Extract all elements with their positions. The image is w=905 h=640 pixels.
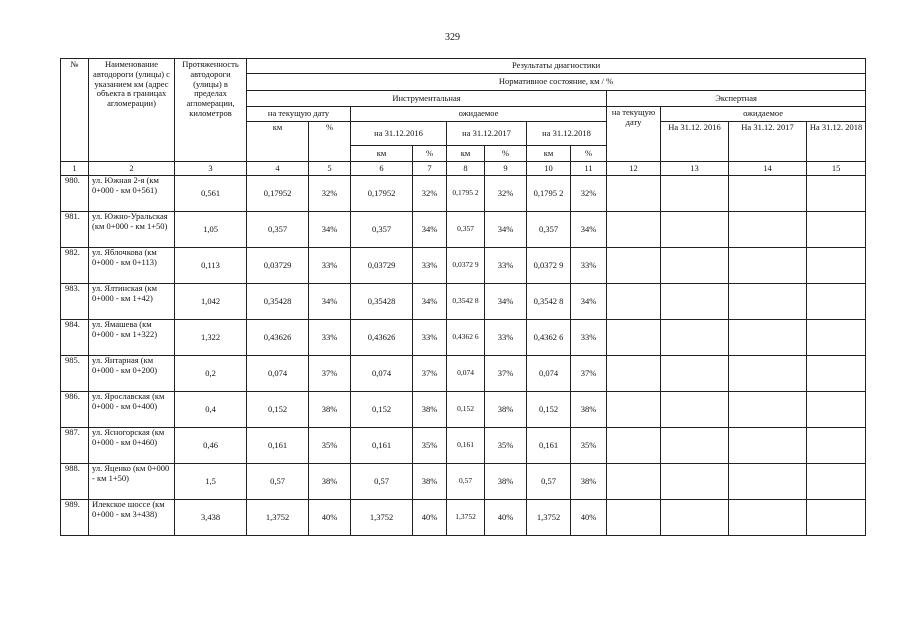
- expert-cell: [807, 248, 866, 284]
- km-2017: 0,1795 2: [447, 176, 485, 212]
- col-number: 8: [447, 162, 485, 176]
- expert-cell: [729, 500, 807, 536]
- pct-2016: 33%: [413, 248, 447, 284]
- km-current: 0,57: [247, 464, 309, 500]
- header-expected: ожидаемое: [351, 107, 607, 122]
- header-normative: Нормативное состояние, км / %: [247, 74, 866, 91]
- road-length: 1,05: [175, 212, 247, 248]
- header-e2016: На 31.12. 2016: [661, 122, 729, 162]
- column-number-row: [61, 162, 866, 176]
- row-number: 982.: [61, 248, 89, 284]
- expert-cell: [661, 500, 729, 536]
- header-pct-2017: %: [485, 146, 527, 162]
- row-number: 987.: [61, 428, 89, 464]
- pct-current: 37%: [309, 356, 351, 392]
- road-length: 0,4: [175, 392, 247, 428]
- km-2018: 0,152: [527, 392, 571, 428]
- road-name: ул. Ямашева (км 0+000 - км 1+322): [89, 320, 175, 356]
- col-number: 11: [571, 162, 607, 176]
- header-results: Результаты диагностики: [247, 59, 866, 74]
- pct-2017: 34%: [485, 212, 527, 248]
- expert-cell: [661, 392, 729, 428]
- expert-cell: [661, 248, 729, 284]
- col-number: 4: [247, 162, 309, 176]
- km-2017: 1,3752: [447, 500, 485, 536]
- pct-current: 33%: [309, 248, 351, 284]
- km-2016: 0,35428: [351, 284, 413, 320]
- pct-2016: 34%: [413, 284, 447, 320]
- table-row: [61, 500, 866, 536]
- expert-cell: [607, 212, 661, 248]
- expert-cell: [729, 392, 807, 428]
- pct-2016: 34%: [413, 212, 447, 248]
- row-number: 983.: [61, 284, 89, 320]
- expert-cell: [807, 392, 866, 428]
- km-2018: 1,3752: [527, 500, 571, 536]
- km-2017: 0,074: [447, 356, 485, 392]
- table-row: [61, 356, 866, 392]
- col-number: 7: [413, 162, 447, 176]
- km-2018: 0,074: [527, 356, 571, 392]
- table-row: [61, 284, 866, 320]
- table-body: [61, 176, 866, 536]
- road-length: 0,113: [175, 248, 247, 284]
- col-number: 3: [175, 162, 247, 176]
- km-current: 0,17952: [247, 176, 309, 212]
- pct-2018: 34%: [571, 212, 607, 248]
- header-km-2017: км: [447, 146, 485, 162]
- pct-2016: 33%: [413, 320, 447, 356]
- road-name: ул. Южно-Уральская (км 0+000 - км 1+50): [89, 212, 175, 248]
- col-number: 15: [807, 162, 866, 176]
- pct-2016: 32%: [413, 176, 447, 212]
- km-current: 0,35428: [247, 284, 309, 320]
- km-2017: 0,161: [447, 428, 485, 464]
- pct-2016: 37%: [413, 356, 447, 392]
- km-2016: 0,43626: [351, 320, 413, 356]
- road-length: 0,2: [175, 356, 247, 392]
- row-number: 981.: [61, 212, 89, 248]
- expert-cell: [807, 356, 866, 392]
- header-num: №: [61, 59, 89, 162]
- expert-cell: [661, 320, 729, 356]
- km-2018: 0,0372 9: [527, 248, 571, 284]
- pct-2018: 33%: [571, 248, 607, 284]
- row-number: 980.: [61, 176, 89, 212]
- pct-2018: 34%: [571, 284, 607, 320]
- pct-current: 32%: [309, 176, 351, 212]
- col-number: 12: [607, 162, 661, 176]
- pct-2017: 34%: [485, 284, 527, 320]
- expert-cell: [661, 284, 729, 320]
- road-name: Илекское шоссе (км 0+000 - км 3+438): [89, 500, 175, 536]
- road-length: 1,5: [175, 464, 247, 500]
- road-length: 0,46: [175, 428, 247, 464]
- km-current: 0,161: [247, 428, 309, 464]
- expert-cell: [729, 320, 807, 356]
- expert-cell: [661, 356, 729, 392]
- pct-current: 34%: [309, 212, 351, 248]
- expert-cell: [807, 464, 866, 500]
- col-number: 13: [661, 162, 729, 176]
- table-row: [61, 428, 866, 464]
- road-name: ул. Яблочкова (км 0+000 - км 0+113): [89, 248, 175, 284]
- road-name: ул. Ясногорская (км 0+000 - км 0+460): [89, 428, 175, 464]
- road-name: ул. Яценко (км 0+000 - км 1+50): [89, 464, 175, 500]
- pct-2017: 33%: [485, 248, 527, 284]
- header-name: Наименование автодороги (улицы) с указанием км (адрес объекта в границах агломерации): [89, 59, 175, 162]
- pct-2016: 38%: [413, 464, 447, 500]
- km-2018: 0,1795 2: [527, 176, 571, 212]
- km-2017: 0,4362 6: [447, 320, 485, 356]
- header-expert-current: на текущую дату: [607, 107, 661, 162]
- expert-cell: [607, 284, 661, 320]
- road-name: ул. Ялтинская (км 0+000 - км 1+42): [89, 284, 175, 320]
- expert-cell: [607, 248, 661, 284]
- km-2017: 0,357: [447, 212, 485, 248]
- row-number: 984.: [61, 320, 89, 356]
- expert-cell: [607, 392, 661, 428]
- diagnostics-table: [60, 58, 866, 536]
- km-2018: 0,161: [527, 428, 571, 464]
- header-e2018: На 31.12. 2018: [807, 122, 866, 162]
- row-number: 988.: [61, 464, 89, 500]
- pct-2018: 38%: [571, 464, 607, 500]
- pct-2018: 33%: [571, 320, 607, 356]
- header-km-2016: км: [351, 146, 413, 162]
- expert-cell: [607, 356, 661, 392]
- pct-2017: 33%: [485, 320, 527, 356]
- km-2016: 0,152: [351, 392, 413, 428]
- table-row: [61, 464, 866, 500]
- table-row: [61, 212, 866, 248]
- km-2017: 0,0372 9: [447, 248, 485, 284]
- pct-2018: 32%: [571, 176, 607, 212]
- expert-cell: [607, 428, 661, 464]
- km-2017: 0,3542 8: [447, 284, 485, 320]
- expert-cell: [807, 212, 866, 248]
- header-km-cur: км: [247, 122, 309, 162]
- table-row: [61, 176, 866, 212]
- pct-current: 40%: [309, 500, 351, 536]
- road-name: ул. Южная 2-я (км 0+000 - км 0+561): [89, 176, 175, 212]
- pct-2016: 40%: [413, 500, 447, 536]
- header-current-date: на текущую дату: [247, 107, 351, 122]
- km-current: 0,43626: [247, 320, 309, 356]
- pct-current: 35%: [309, 428, 351, 464]
- pct-current: 33%: [309, 320, 351, 356]
- km-2016: 0,17952: [351, 176, 413, 212]
- expert-cell: [807, 284, 866, 320]
- expert-cell: [661, 212, 729, 248]
- km-2016: 0,357: [351, 212, 413, 248]
- table-row: [61, 248, 866, 284]
- col-number: 6: [351, 162, 413, 176]
- pct-2016: 35%: [413, 428, 447, 464]
- row-number: 989.: [61, 500, 89, 536]
- km-2018: 0,3542 8: [527, 284, 571, 320]
- km-2016: 0,074: [351, 356, 413, 392]
- expert-cell: [729, 248, 807, 284]
- pct-current: 38%: [309, 392, 351, 428]
- pct-2017: 38%: [485, 464, 527, 500]
- pct-2017: 32%: [485, 176, 527, 212]
- km-2016: 0,161: [351, 428, 413, 464]
- table-row: [61, 392, 866, 428]
- row-number: 986.: [61, 392, 89, 428]
- road-name: ул. Ярославская (км 0+000 - км 0+400): [89, 392, 175, 428]
- pct-2017: 37%: [485, 356, 527, 392]
- road-length: 0,561: [175, 176, 247, 212]
- expert-cell: [729, 284, 807, 320]
- col-number: 1: [61, 162, 89, 176]
- pct-current: 38%: [309, 464, 351, 500]
- expert-cell: [729, 464, 807, 500]
- km-current: 1,3752: [247, 500, 309, 536]
- expert-cell: [729, 176, 807, 212]
- km-current: 0,152: [247, 392, 309, 428]
- pct-2018: 40%: [571, 500, 607, 536]
- expert-cell: [661, 176, 729, 212]
- col-number: 14: [729, 162, 807, 176]
- expert-cell: [661, 464, 729, 500]
- header-2018: на 31.12.2018: [527, 122, 607, 146]
- row-number: 985.: [61, 356, 89, 392]
- expert-cell: [729, 356, 807, 392]
- header-instrumental: Инструментальная: [247, 91, 607, 107]
- header-2016: на 31.12.2016: [351, 122, 447, 146]
- km-2018: 0,357: [527, 212, 571, 248]
- road-length: 1,322: [175, 320, 247, 356]
- km-current: 0,03729: [247, 248, 309, 284]
- km-2017: 0,152: [447, 392, 485, 428]
- header-expert: Экспертная: [607, 91, 866, 107]
- expert-cell: [729, 212, 807, 248]
- header-2017: на 31.12.2017: [447, 122, 527, 146]
- pct-current: 34%: [309, 284, 351, 320]
- pct-2016: 38%: [413, 392, 447, 428]
- header-km-2018: км: [527, 146, 571, 162]
- expert-cell: [661, 428, 729, 464]
- header-expert-expected: ожидаемое: [661, 107, 866, 122]
- col-number: 10: [527, 162, 571, 176]
- expert-cell: [607, 320, 661, 356]
- header-pct-2016: %: [413, 146, 447, 162]
- col-number: 5: [309, 162, 351, 176]
- km-2018: 0,4362 6: [527, 320, 571, 356]
- km-current: 0,074: [247, 356, 309, 392]
- km-2016: 0,03729: [351, 248, 413, 284]
- km-2018: 0,57: [527, 464, 571, 500]
- km-current: 0,357: [247, 212, 309, 248]
- expert-cell: [807, 500, 866, 536]
- expert-cell: [807, 176, 866, 212]
- road-name: ул. Янтарная (км 0+000 - км 0+200): [89, 356, 175, 392]
- header-pct-2018: %: [571, 146, 607, 162]
- header-length: Протяженность автодороги (улицы) в пределах агломерации, километров: [175, 59, 247, 162]
- col-number: 2: [89, 162, 175, 176]
- road-length: 3,438: [175, 500, 247, 536]
- table-row: [61, 320, 866, 356]
- pct-2018: 35%: [571, 428, 607, 464]
- road-length: 1,042: [175, 284, 247, 320]
- expert-cell: [729, 428, 807, 464]
- pct-2017: 38%: [485, 392, 527, 428]
- expert-cell: [807, 428, 866, 464]
- pct-2017: 40%: [485, 500, 527, 536]
- expert-cell: [807, 320, 866, 356]
- col-number: 9: [485, 162, 527, 176]
- pct-2018: 38%: [571, 392, 607, 428]
- km-2016: 0,57: [351, 464, 413, 500]
- pct-2017: 35%: [485, 428, 527, 464]
- km-2016: 1,3752: [351, 500, 413, 536]
- header-pct-cur: %: [309, 122, 351, 162]
- header-e2017: На 31.12. 2017: [729, 122, 807, 162]
- expert-cell: [607, 500, 661, 536]
- page-number: 329: [445, 32, 460, 43]
- km-2017: 0,57: [447, 464, 485, 500]
- expert-cell: [607, 176, 661, 212]
- expert-cell: [607, 464, 661, 500]
- pct-2018: 37%: [571, 356, 607, 392]
